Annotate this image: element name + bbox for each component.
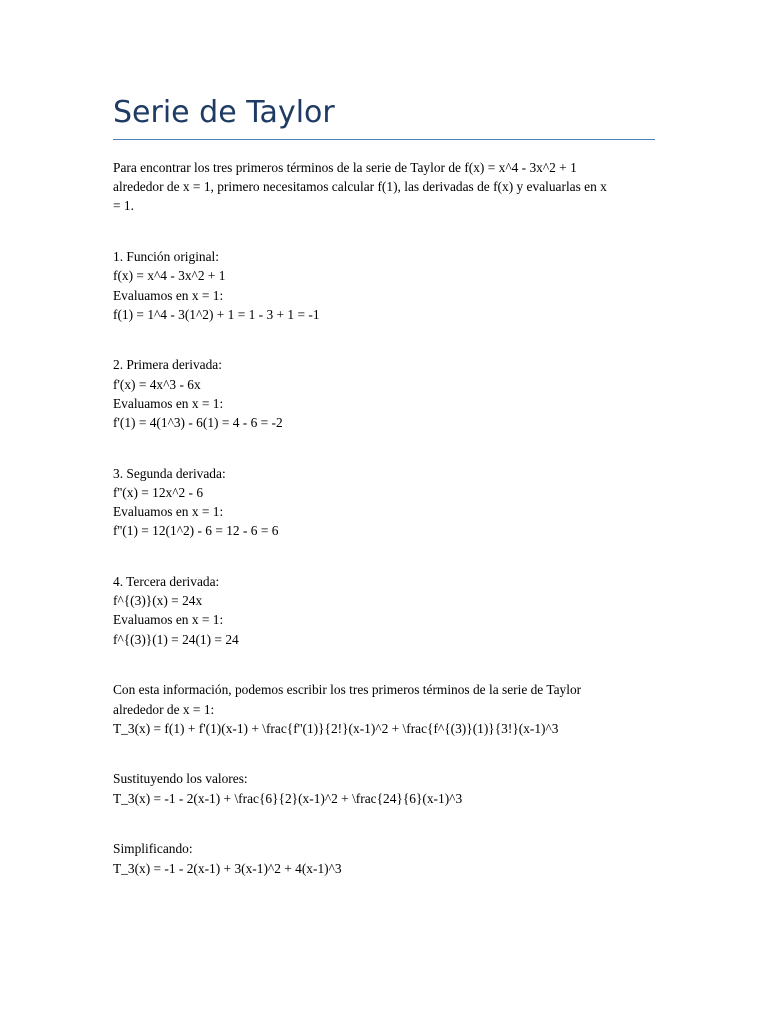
step-evaluation-label: Evaluamos en x = 1:: [113, 395, 224, 411]
step-heading: 1. Función original:: [113, 249, 220, 265]
intro-line: = 1.: [113, 198, 134, 214]
taylor-formula: T_3(x) = f(1) + f'(1)(x-1) + \frac{f''(1)}{2!}(x-1)^2 + \frac{f^{(3)}(1)}{3!}(x-1)^3: [113, 720, 559, 736]
step-equation: f''(x) = 12x^2 - 6: [113, 484, 204, 500]
title-underline: [113, 139, 655, 140]
step-heading: 4. Tercera derivada:: [113, 574, 220, 590]
step-heading: 3. Segunda derivada:: [113, 465, 226, 481]
simplified-polynomial: T_3(x) = -1 - 2(x-1) + 3(x-1)^2 + 4(x-1)^3: [113, 860, 342, 876]
substitution-heading: Sustituyendo los valores:: [113, 771, 248, 787]
formula-intro-line: Con esta información, podemos escribir los tres primeros términos de la serie de Taylor: [113, 682, 582, 698]
step-equation: f^{(3)}(x) = 24x: [113, 593, 203, 609]
taylor-formula-paragraph: [113, 680, 655, 738]
step-evaluation-label: Evaluamos en x = 1:: [113, 287, 224, 303]
step-evaluation-label: Evaluamos en x = 1:: [113, 504, 224, 520]
substitution-paragraph: [113, 769, 655, 807]
intro-line: alrededor de x = 1, primero necesitamos calcular f(1), las derivadas de f(x) y evaluarlas en x: [113, 179, 607, 195]
document-body: [113, 158, 655, 909]
step-evaluation-label: Evaluamos en x = 1:: [113, 612, 224, 628]
step-result: f''(1) = 12(1^2) - 6 = 12 - 6 = 6: [113, 523, 279, 539]
substitution-equation: T_3(x) = -1 - 2(x-1) + \frac{6}{2}(x-1)^2 + \frac{24}{6}(x-1)^3: [113, 790, 463, 806]
step-original-function: [113, 247, 655, 324]
document-title: Serie de Taylor: [113, 95, 335, 130]
step-third-derivative: [113, 572, 655, 649]
formula-intro-line: alrededor de x = 1:: [113, 701, 215, 717]
step-first-derivative: [113, 355, 655, 432]
step-heading: 2. Primera derivada:: [113, 357, 222, 373]
intro-line: Para encontrar los tres primeros términos de la serie de Taylor de f(x) = x^4 - 3x^2 + 1: [113, 160, 577, 175]
simplification-heading: Simplificando:: [113, 841, 193, 857]
step-equation: f(x) = x^4 - 3x^2 + 1: [113, 268, 226, 284]
step-second-derivative: [113, 464, 655, 541]
step-result: f^{(3)}(1) = 24(1) = 24: [113, 631, 239, 647]
step-result: f(1) = 1^4 - 3(1^2) + 1 = 1 - 3 + 1 = -1: [113, 306, 320, 322]
intro-paragraph: [113, 158, 655, 216]
step-result: f'(1) = 4(1^3) - 6(1) = 4 - 6 = -2: [113, 415, 283, 431]
simplification-paragraph: [113, 839, 655, 877]
step-equation: f'(x) = 4x^3 - 6x: [113, 376, 201, 392]
